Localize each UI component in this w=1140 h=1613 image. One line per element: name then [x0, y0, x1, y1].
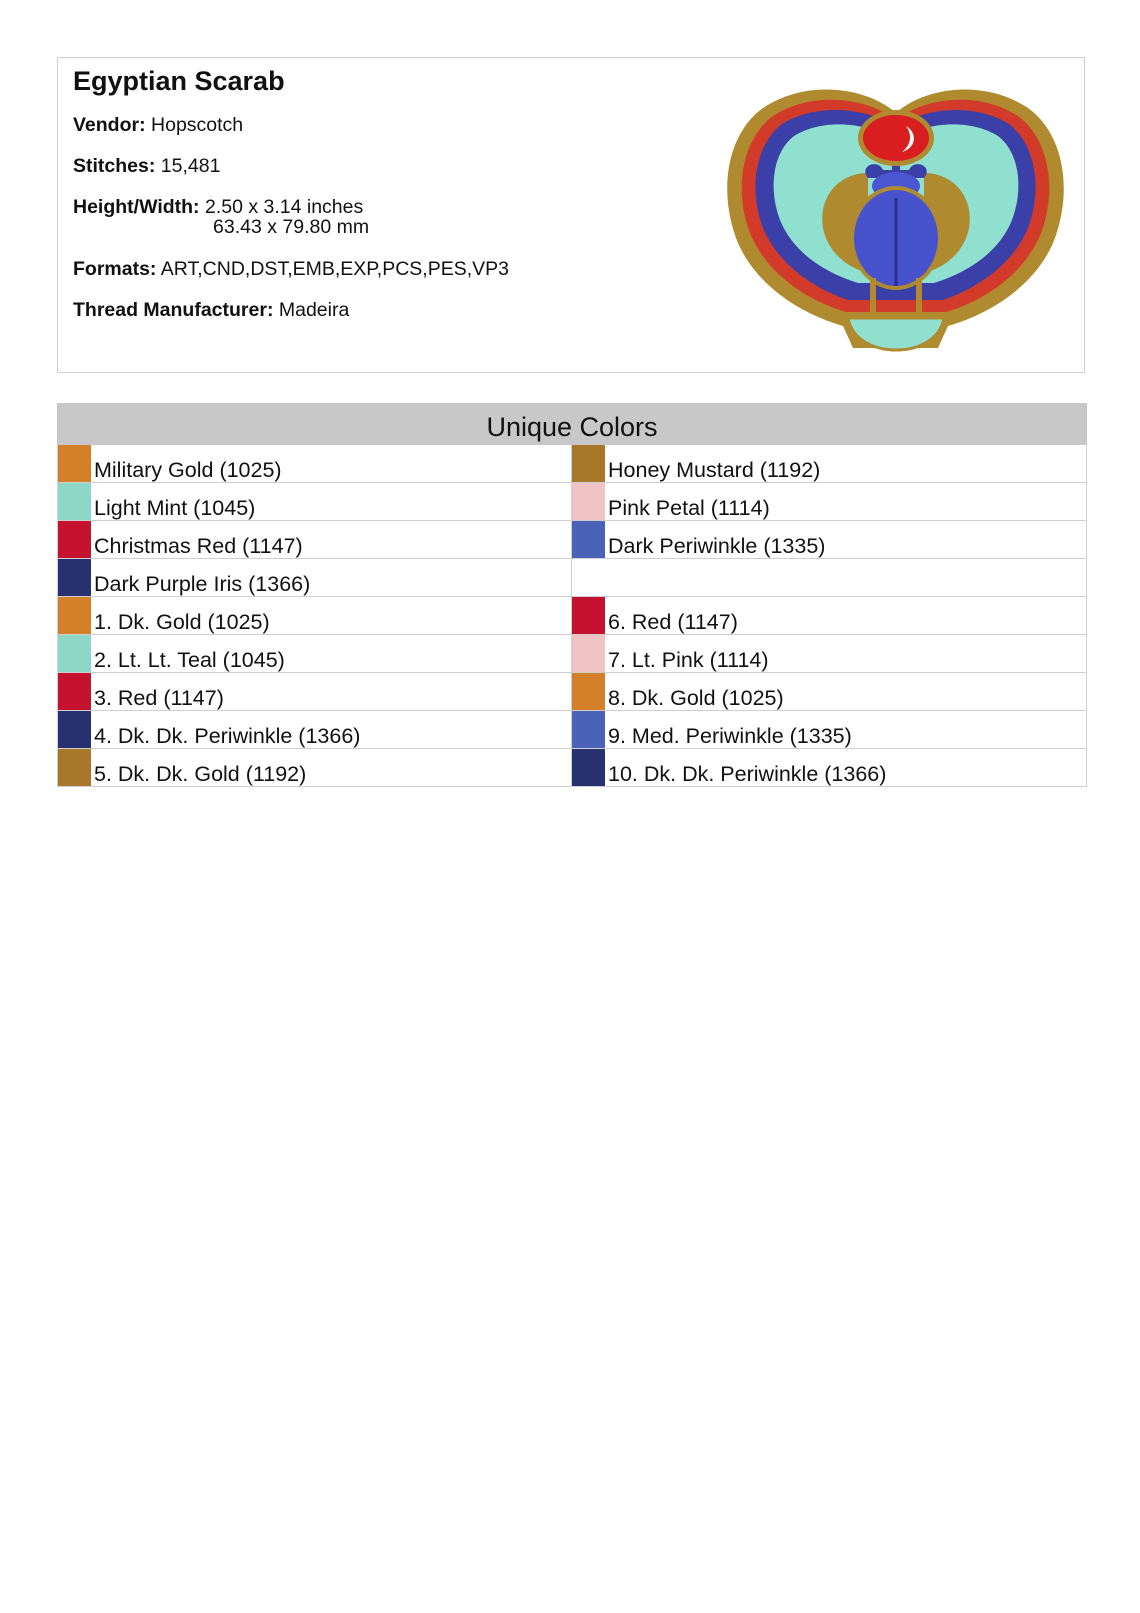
color-swatch [572, 711, 605, 748]
color-row [572, 483, 1087, 521]
color-row [57, 749, 572, 787]
design-info-card [57, 57, 1085, 373]
color-row [572, 673, 1087, 711]
color-row [572, 559, 1087, 597]
color-row [57, 483, 572, 521]
color-swatch [58, 445, 91, 482]
scarab-design-image [718, 78, 1073, 358]
unique-colors-table [57, 403, 1087, 787]
stitches-value: 15,481 [160, 155, 221, 177]
color-label: Dark Periwinkle (1335) [608, 534, 826, 558]
color-label: Dark Purple Iris (1366) [94, 572, 311, 596]
colors-grid [57, 445, 1087, 787]
color-swatch [58, 635, 91, 672]
color-row [57, 445, 572, 483]
color-swatch [58, 559, 91, 596]
color-label: Military Gold (1025) [94, 458, 282, 482]
thread-manufacturer-label: Thread Manufacturer: [73, 299, 274, 321]
color-row [572, 711, 1087, 749]
color-swatch [58, 483, 91, 520]
color-row [572, 635, 1087, 673]
formats-field [73, 258, 509, 281]
height-width-inches: 2.50 x 3.14 inches [204, 196, 364, 218]
color-swatch [58, 673, 91, 710]
color-label: Light Mint (1045) [94, 496, 256, 520]
color-label: 4. Dk. Dk. Periwinkle (1366) [94, 724, 361, 748]
color-label: 6. Red (1147) [608, 610, 738, 634]
color-label: 9. Med. Periwinkle (1335) [608, 724, 852, 748]
height-width-mm: 63.43 x 79.80 mm [213, 216, 370, 238]
color-swatch [572, 673, 605, 710]
color-row [572, 521, 1087, 559]
formats-value: ART,CND,DST,EMB,EXP,PCS,PES,VP3 [160, 258, 510, 280]
color-label: 10. Dk. Dk. Periwinkle (1366) [608, 762, 887, 786]
color-label: 8. Dk. Gold (1025) [608, 686, 784, 710]
design-title: Egyptian Scarab [73, 66, 285, 96]
color-row [57, 635, 572, 673]
color-row [57, 559, 572, 597]
height-width-label: Height/Width: [73, 196, 200, 218]
color-row [572, 445, 1087, 483]
stitches-label: Stitches: [73, 155, 156, 177]
color-label: 7. Lt. Pink (1114) [608, 648, 769, 672]
vendor-field [73, 114, 243, 137]
color-row [57, 597, 572, 635]
color-swatch [572, 749, 605, 786]
color-label: 5. Dk. Dk. Gold (1192) [94, 762, 307, 786]
color-swatch [572, 597, 605, 634]
color-swatch [572, 521, 605, 558]
formats-label: Formats: [73, 258, 157, 280]
color-swatch [58, 597, 91, 634]
color-row [57, 521, 572, 559]
color-swatch [58, 521, 91, 558]
vendor-value: Hopscotch [151, 114, 244, 136]
stitches-field [73, 155, 220, 178]
color-swatch [572, 483, 605, 520]
thread-manufacturer-value: Madeira [278, 299, 350, 321]
color-label: 1. Dk. Gold (1025) [94, 610, 270, 634]
unique-colors-header: Unique Colors [57, 403, 1087, 445]
color-swatch [572, 635, 605, 672]
color-row [572, 597, 1087, 635]
color-label: Honey Mustard (1192) [608, 458, 821, 482]
color-swatch [58, 749, 91, 786]
color-row [57, 711, 572, 749]
thread-manufacturer-field [73, 299, 349, 322]
color-label: 2. Lt. Lt. Teal (1045) [94, 648, 285, 672]
color-label: Pink Petal (1114) [608, 496, 770, 520]
color-row [57, 673, 572, 711]
color-label: Christmas Red (1147) [94, 534, 303, 558]
color-swatch [58, 711, 91, 748]
color-row [572, 749, 1087, 787]
color-swatch [572, 445, 605, 482]
vendor-label: Vendor: [73, 114, 146, 136]
color-label: 3. Red (1147) [94, 686, 224, 710]
